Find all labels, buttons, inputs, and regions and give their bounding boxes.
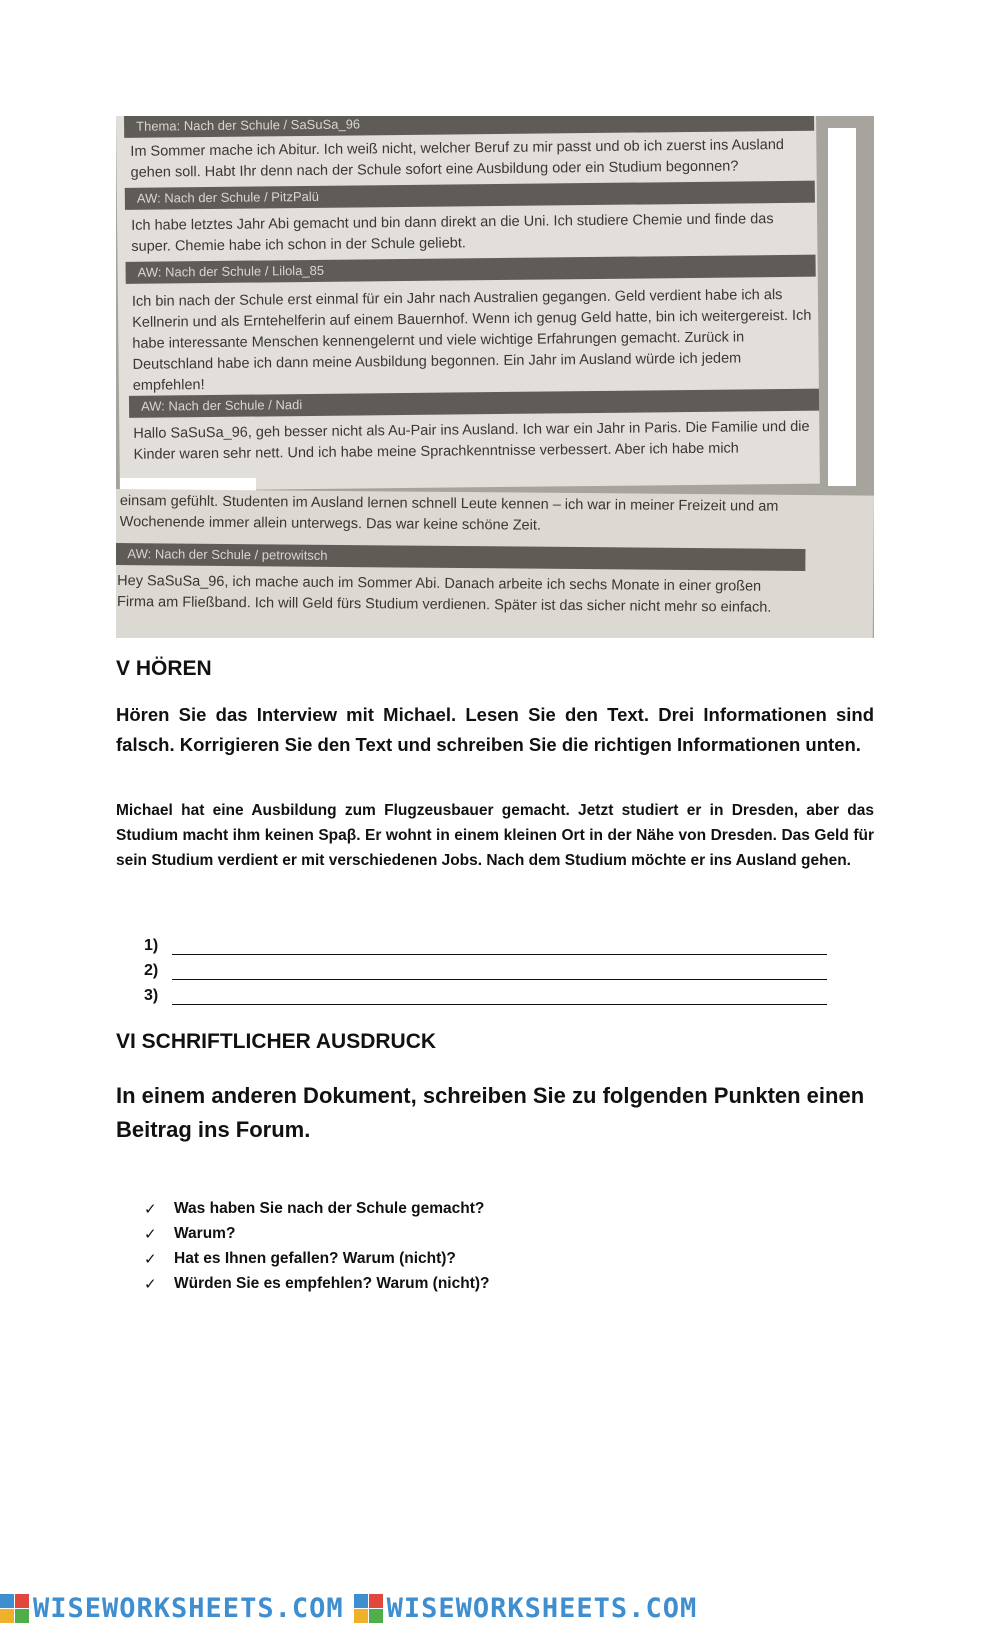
forum-sheet-upper — [116, 116, 820, 491]
checkmark-icon: ✓ — [144, 1200, 157, 1218]
post-header: Thema: Nach der Schule / SaSuSa_96 — [124, 116, 814, 138]
answer-blank[interactable] — [172, 962, 827, 980]
answer-blank[interactable] — [172, 987, 827, 1005]
list-item-text: Hat es Ihnen gefallen? Warum (nicht)? — [174, 1249, 456, 1267]
watermark-text: WISEWORKSHEETS.COM — [33, 1592, 344, 1624]
section-title-schreiben: VI SCHRIFTLICHER AUSDRUCK — [116, 1030, 437, 1053]
answer-number: 2) — [144, 962, 159, 979]
watermark-text: WISEWORKSHEETS.COM — [386, 1592, 698, 1624]
list-item — [144, 1221, 489, 1246]
watermark-left[interactable] — [0, 1593, 344, 1624]
post-body: Hallo SaSuSa_96, geh besser nicht als Au-Pair ins Ausland. Ich war ein Jahr in Paris. Die Familie und die Kinder waren sehr nett. Und ich habe meine Sprachkenntnisse verbessert. Aber ich habe mich — [133, 418, 810, 463]
post-body: Ich bin nach der Schule erst einmal für ein Jahr nach Australien gegangen. Geld verdient habe ich als Kellnerin und als Erntehelferin auf einem Bauernhof. Wenn ich genug Geld hatte, bin ich weitergereist. Ich habe interessante Menschen kennengelernt und viele wichtige Erfahrungen gemacht. Zurück in Deutschland habe ich dann meine Ausbildung begonnen. Ein Jahr im Ausland würde ich jedem empfehlen! — [131, 287, 812, 394]
forum-photo — [116, 116, 874, 638]
wiseworksheets-logo-icon — [354, 1594, 383, 1623]
list-item — [144, 1271, 489, 1296]
post-header: AW: Nach der Schule / petrowitsch — [116, 543, 806, 571]
answer-number: 1) — [144, 937, 159, 954]
footer-watermark — [0, 1590, 1000, 1626]
post-body: Ich habe letztes Jahr Abi gemacht und bin dann direkt an die Uni. Ich studiere Chemie und finde das super. Chemie habe ich schon in der Schule geliebt. — [131, 211, 774, 255]
post-header: AW: Nach der Schule / PitzPalü — [125, 181, 815, 210]
answer-line[interactable] — [144, 930, 844, 955]
photo-white-strip — [828, 128, 856, 486]
watermark-right[interactable] — [354, 1593, 698, 1624]
answer-line[interactable] — [144, 980, 844, 1005]
list-item — [144, 1196, 489, 1221]
answer-number: 3) — [144, 987, 159, 1004]
answer-lines — [144, 930, 844, 1005]
post-body: Hey SaSuSa_96, ich mache auch im Sommer Abi. Danach arbeite ich sechs Monate in einer großen Firma am Fließband. Ich will Geld fürs Studium verdienen. Später ist das sicher nicht mehr so einfach. — [116, 573, 772, 616]
post-body: Im Sommer mache ich Abitur. Ich weiß nicht, welcher Beruf zu mir passt und ob ich zuerst ins Ausland gehen soll. Habt Ihr denn nach der Schule sofort eine Ausbildung oder ein Studium begonnen? — [130, 137, 785, 181]
section-title-hoeren: V HÖREN — [116, 657, 212, 680]
answer-line[interactable] — [144, 955, 844, 980]
answer-blank[interactable] — [172, 937, 827, 955]
checklist — [144, 1196, 489, 1296]
checkmark-icon: ✓ — [144, 1225, 157, 1243]
post-body-continued: einsam gefühlt. Studenten im Ausland lernen schnell Leute kennen – ich war in meiner Freizeit und am Wochenende immer allein unterwegs. Das war keine schöne Zeit. — [119, 493, 779, 534]
post-header: AW: Nach der Schule / Lilola_85 — [126, 255, 816, 284]
list-item — [144, 1246, 489, 1271]
forum-sheet-lower — [116, 489, 874, 638]
checkmark-icon: ✓ — [144, 1275, 157, 1293]
hoeren-instruction: Hören Sie das Interview mit Michael. Lesen Sie den Text. Drei Informationen sind falsch. Korrigieren Sie den Text und schreiben Sie die richtigen Informationen unten. — [116, 704, 874, 755]
hoeren-text: Michael hat eine Ausbildung zum Flugzeusbauer gemacht. Jetzt studiert er in Dresden, aber das Studium macht ihm keinen Spaβ. Er wohnt in einem kleinen Ort in der Nähe von Dresden. Das Geld für sein Studium verdient er mit verschiedenen Jobs. Nach dem Studium möchte er ins Ausland gehen. — [116, 802, 874, 869]
checkmark-icon: ✓ — [144, 1250, 157, 1268]
list-item-text: Was haben Sie nach der Schule gemacht? — [174, 1199, 485, 1217]
list-item-text: Warum? — [174, 1224, 236, 1242]
list-item-text: Würden Sie es empfehlen? Warum (nicht)? — [174, 1274, 490, 1292]
wiseworksheets-logo-icon — [0, 1594, 29, 1623]
post-header: AW: Nach der Schule / Nadi — [129, 389, 819, 418]
schreiben-task: In einem anderen Dokument, schreiben Sie zu folgenden Punkten einen Beitrag ins Forum. — [116, 1083, 865, 1142]
